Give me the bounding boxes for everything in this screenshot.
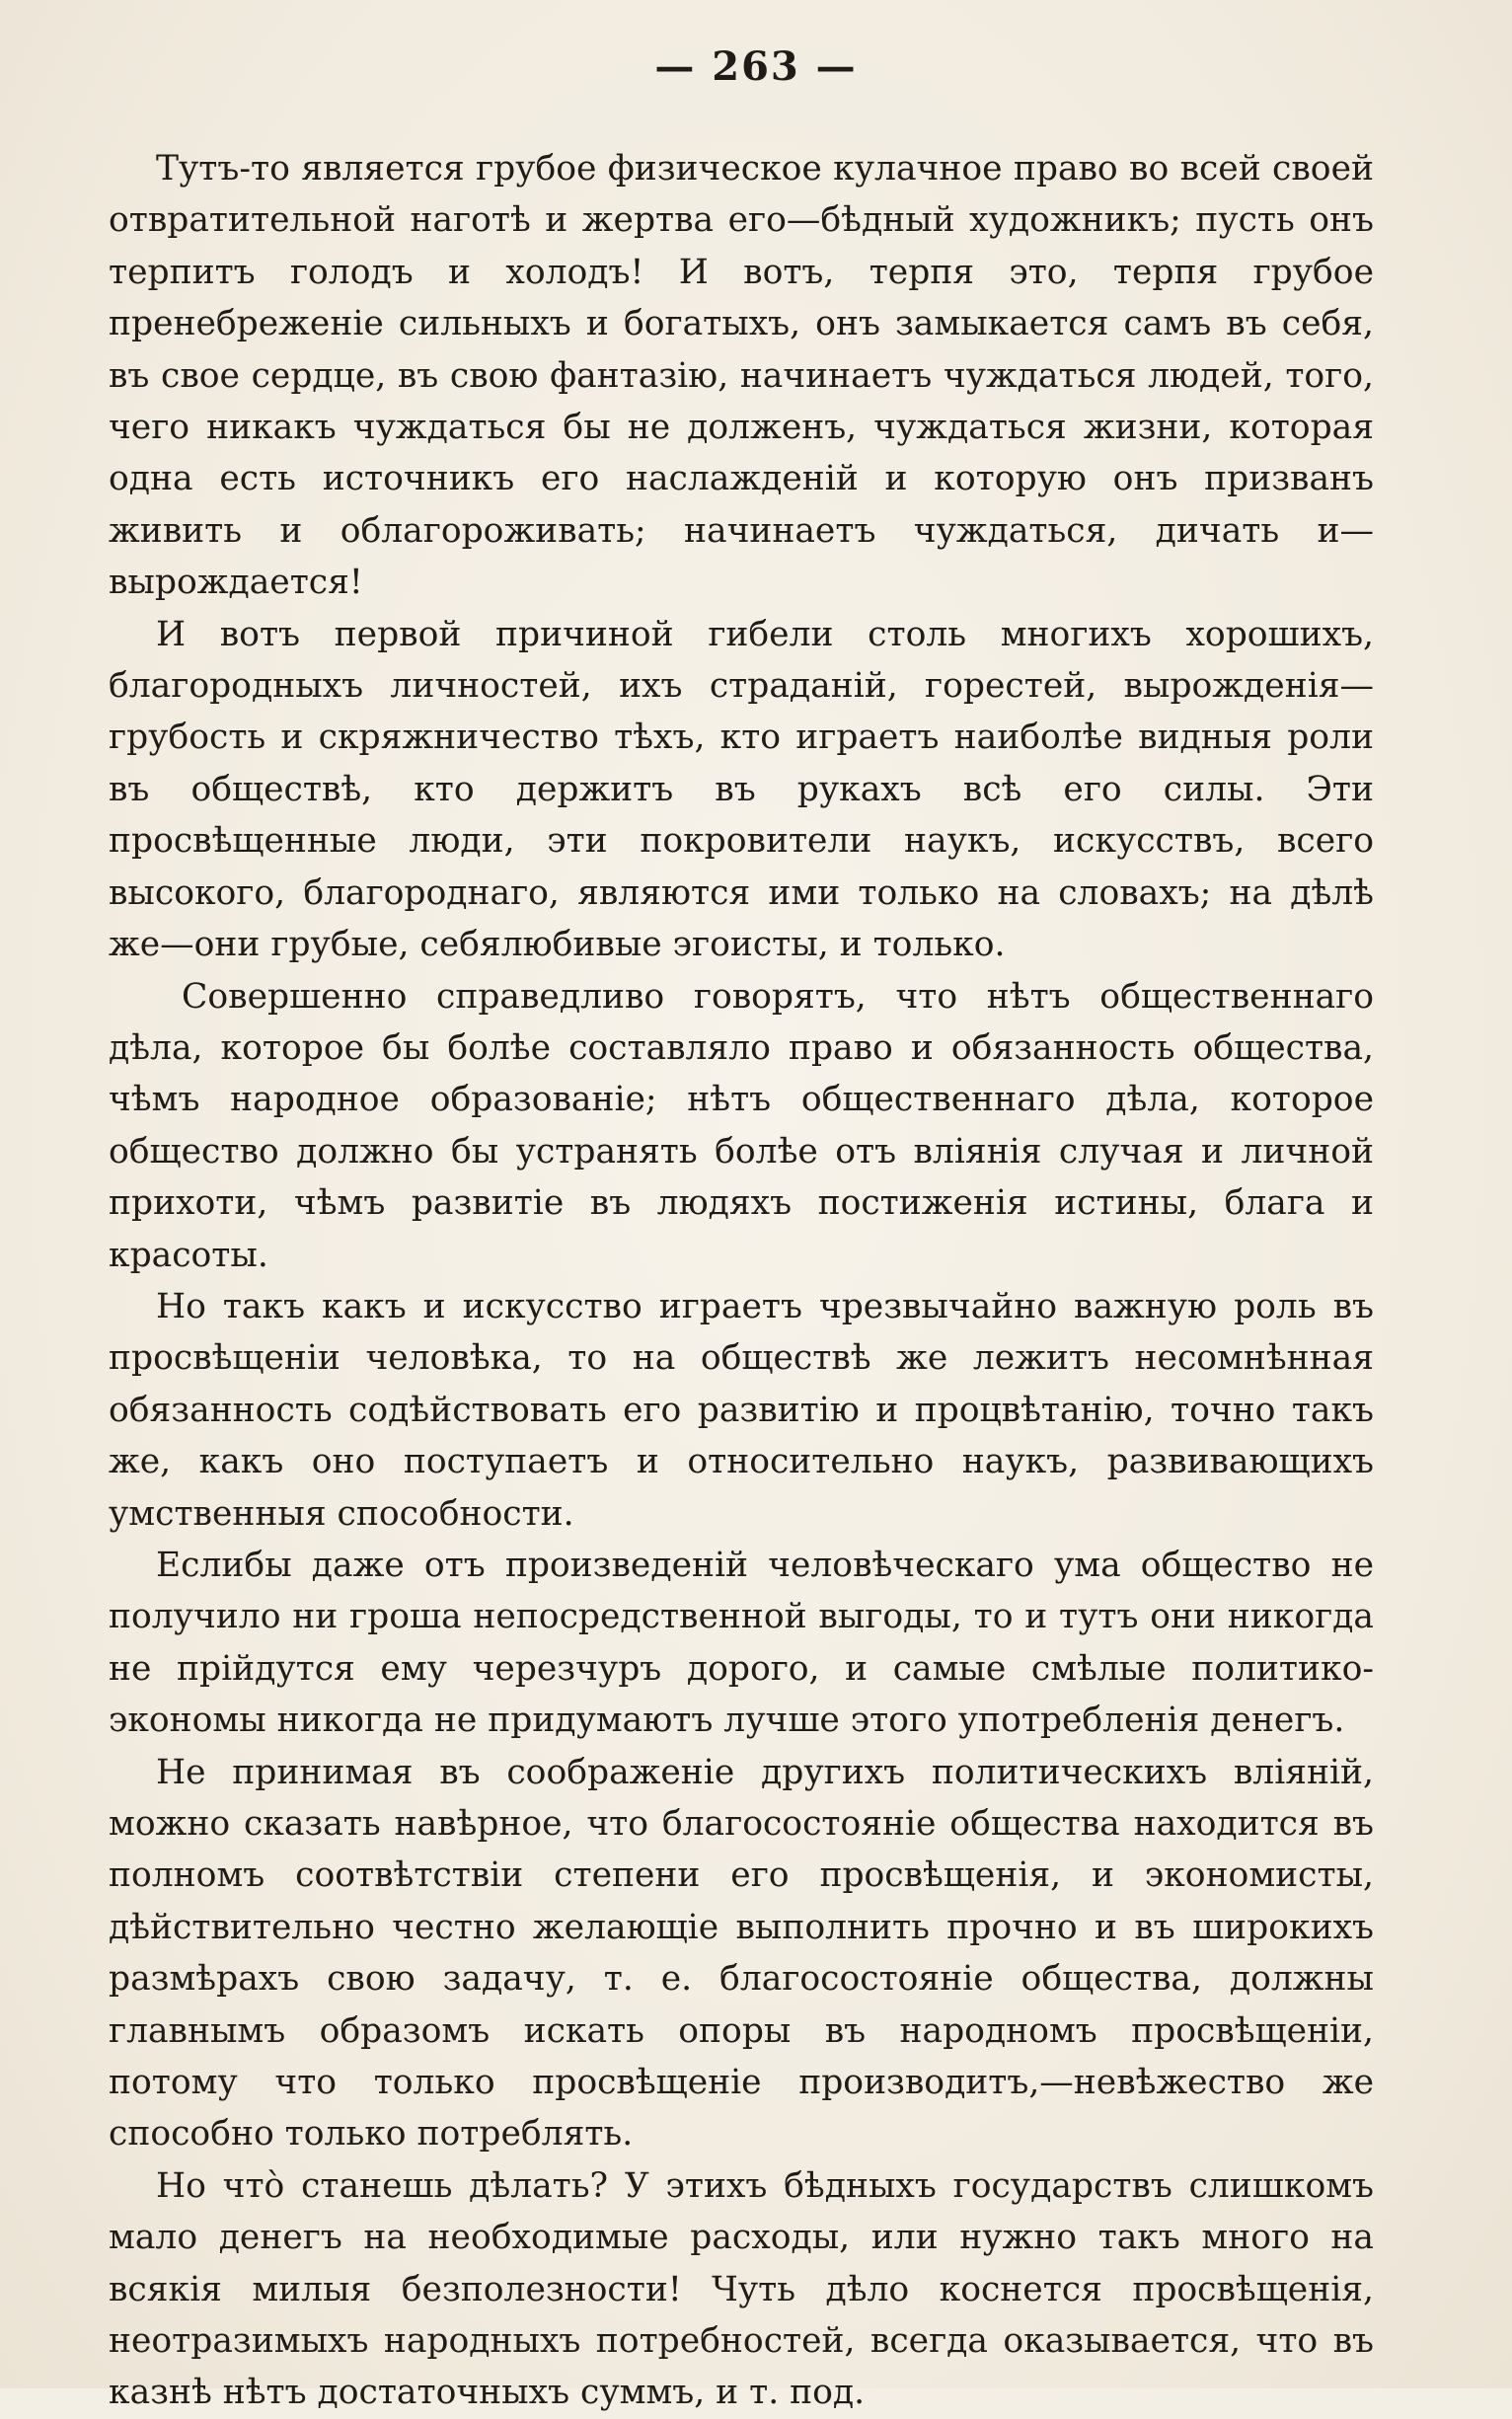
paragraph-7: Но что̀ станешь дѣлать? У этихъ бѣдныхъ государствъ слишкомъ мало денегъ на необходимые расходы, или нужно такъ много на всякія милыя безполезности! Чуть дѣло коснется просвѣщенія, неотразимыхъ народныхъ потребностей, всегда оказывается, что въ казнѣ нѣтъ достаточныхъ суммъ, и т. под. [109,2165,1374,2413]
page-text-body [109,143,1374,2419]
paragraph-6: Не принимая въ соображеніе другихъ политическихъ вліяній, можно сказать навѣрное, что благосостояніе общества находится въ полномъ соотвѣтствіи степени его просвѣщенія, и экономисты, дѣйствительно честно желающіе выполнить прочно и въ широкихъ размѣрахъ свою задачу, т. е. благосостояніе общества, должны главнымъ образомъ искать опоры въ народномъ просвѣщеніи, потому что только просвѣщеніе производитъ,—невѣжество же способно только потреблять. [109,1752,1374,2154]
paragraph-1: Тутъ-то является грубое физическое кулачное право во всей своей отвратительной наготѣ и жертва его—бѣдный художникъ; пусть онъ терпитъ голодъ и холодъ! И вотъ, терпя это, терпя грубое пренебреженіе сильныхъ и богатыхъ, онъ замыкается самъ въ себя, въ свое сердце, въ свою фантазію, начинаетъ чуждаться людей, того, чего никакъ чуждаться бы не долженъ, чуждаться жизни, которая одна есть источникъ его наслажденій и которую онъ призванъ живить и облагороживать; начинаетъ чуждаться, дичать и—вырождается! [109,149,1374,603]
paragraph-4: Но такъ какъ и искусство играетъ чрезвычайно важную роль въ просвѣщеніи человѣка, то на обществѣ же лежитъ несомнѣнная обязанность содѣйствовать его развитію и процвѣтанію, точно такъ же, какъ оно поступаетъ и относительно наукъ, развивающихъ умственныя способности. [109,1286,1374,1534]
paragraph-2: И вотъ первой причиной гибели столь многихъ хорошихъ, благородныхъ личностей, ихъ страданій, горестей, вырожденія—грубость и скряжничество тѣхъ, кто играетъ наиболѣе видныя роли въ обществѣ, кто держитъ въ рукахъ всѣ его силы. Эти просвѣщенные люди, эти покровители наукъ, искусствъ, всего высокого, благороднаго, являются ими только на словахъ; на дѣлѣ же—они грубые, себялюбивые эгоисты, и только. [109,614,1374,965]
page-number: — 263 — [654,43,858,90]
paragraph-5: Еслибы даже отъ произведеній человѣческаго ума общество не получило ни гроша непосредственной выгоды, то и тутъ они никогда не прійдутся ему черезчуръ дорого, и самые смѣлые политико-экономы никогда не придумаютъ лучше этого употребленія денегъ. [109,1545,1374,1741]
paragraph-3: Совершенно справедливо говорятъ, что нѣтъ общественнаго дѣла, которое бы болѣе составляло право и обязанность общества, чѣмъ народное образованіе; нѣтъ общественнаго дѣла, которое общество должно бы устранять болѣе отъ вліянія случая и личной прихоти, чѣмъ развитіе въ людяхъ постиженія истины, блага и красоты. [109,976,1374,1275]
